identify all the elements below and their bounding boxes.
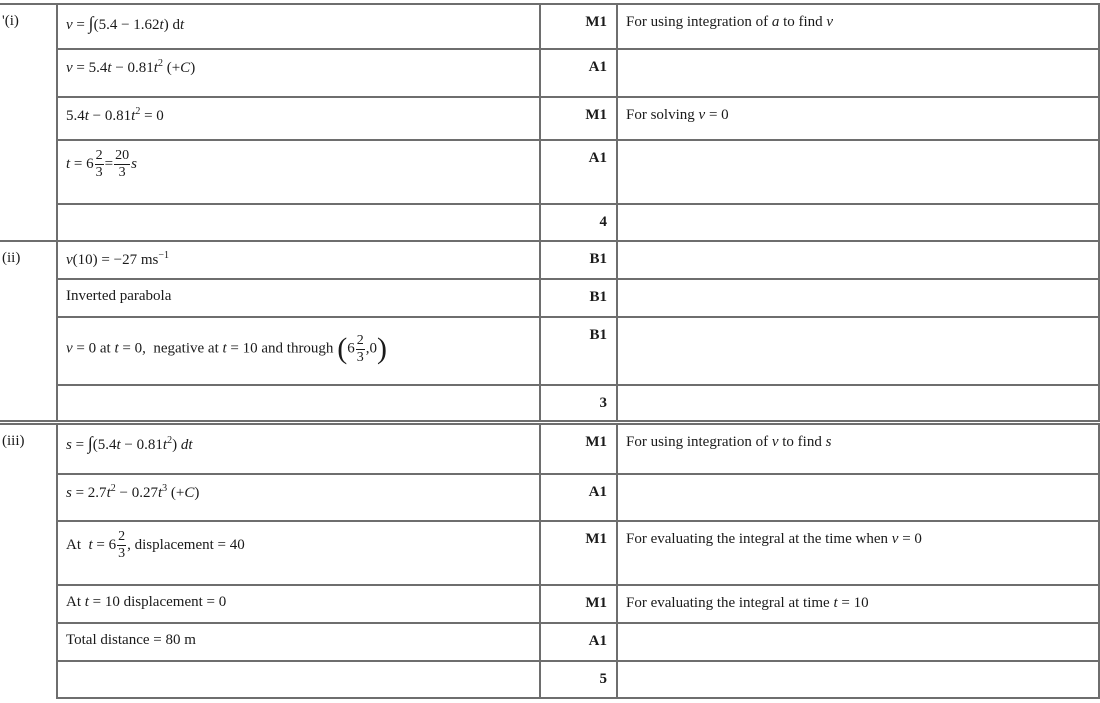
comment-cell: [617, 97, 1099, 140]
comment-cell: [617, 623, 1099, 661]
comment-var: v: [771, 433, 779, 450]
comment-cell: [617, 241, 1099, 279]
comment-cell: [617, 661, 1099, 698]
mark-cell: A1: [540, 623, 617, 661]
mark-cell: M1: [540, 585, 617, 623]
comment-cell: [617, 140, 1099, 204]
working-cell: t = 6 $\frac{2}{3}$ = $\frac{20}{3}$ s: [57, 140, 540, 204]
part-label-i: '(i): [0, 4, 57, 241]
table-row: [0, 317, 1099, 385]
mark-cell: M1: [540, 521, 617, 585]
table-row: [0, 140, 1099, 204]
comment-text: to find: [778, 433, 826, 450]
table-row-subtotal: [0, 385, 1099, 422]
working-cell: v = ∫(5.4 − 1.62t) dt: [57, 4, 540, 49]
comment-text: For evaluating the integral at the time when: [626, 531, 892, 547]
mark-cell: B1: [540, 241, 617, 279]
working-cell: At t = 6 $\frac{2}{3}$ , displacement = 40: [57, 521, 540, 585]
comment-text: = 0: [705, 107, 729, 123]
table-row: [0, 585, 1099, 623]
table-row: [0, 279, 1099, 317]
table-row-subtotal: [0, 661, 1099, 698]
table-row: [0, 422, 1099, 474]
comment-var: s: [825, 433, 832, 450]
working-cell: Inverted parabola: [57, 279, 540, 317]
comment-var: v: [826, 14, 834, 30]
comment-var: a: [771, 14, 780, 30]
part-label-ii: (ii): [0, 241, 57, 422]
working-cell: Total distance = 80 m: [57, 623, 540, 661]
comment-cell: [617, 585, 1099, 623]
comment-text: For using integration of: [626, 14, 772, 30]
comment-cell: [617, 317, 1099, 385]
working-cell: $5.4t - 0.81t^2 = 0$: [57, 97, 540, 140]
working-cell: $v = 5.4t - 0.81t^2$ (+C): [57, 49, 540, 97]
mark-scheme-table-container: [0, 3, 1099, 699]
comment-var: v: [891, 531, 899, 547]
comment-var: v: [698, 107, 706, 123]
mark-cell: B1: [540, 279, 617, 317]
comment-cell: [617, 385, 1099, 422]
working-cell: [57, 204, 540, 241]
working-cell: v(10) = −27 $ms^{-1}$: [57, 241, 540, 279]
comment-cell: [617, 279, 1099, 317]
comment-text: For using integration of: [626, 433, 772, 450]
mark-cell: M1: [540, 97, 617, 140]
comment-text: For evaluating the integral at time: [626, 595, 834, 611]
mark-cell: M1: [540, 4, 617, 49]
working-cell: [57, 661, 540, 698]
comment-text: For solving: [626, 107, 699, 123]
comment-cell: [617, 49, 1099, 97]
comment-var: t: [833, 595, 838, 611]
mark-cell: M1: [540, 422, 617, 474]
mark-cell: A1: [540, 140, 617, 204]
comment-cell: [617, 422, 1099, 474]
total-marks-cell: 5: [540, 661, 617, 698]
comment-text: = 0: [898, 531, 922, 547]
working-cell: v = 0 at t = 0, negative at t = 10 and through (6 $\frac{2}{3}$ ,0): [57, 317, 540, 385]
table-row: [0, 241, 1099, 279]
total-marks-cell: 3: [540, 385, 617, 422]
table-row: [0, 4, 1099, 49]
mark-scheme-table: [0, 3, 1100, 699]
comment-cell: [617, 521, 1099, 585]
mark-cell: B1: [540, 317, 617, 385]
part-label-iii: (iii): [0, 422, 57, 698]
comment-text: = 10: [837, 595, 869, 611]
working-cell: [57, 385, 540, 422]
table-row: [0, 623, 1099, 661]
table-row: [0, 521, 1099, 585]
comment-cell: [617, 204, 1099, 241]
table-row-subtotal: [0, 204, 1099, 241]
mark-cell: A1: [540, 49, 617, 97]
working-cell: At t = 10 displacement = 0: [57, 585, 540, 623]
table-row: [0, 474, 1099, 521]
table-row: [0, 49, 1099, 97]
total-marks-cell: 4: [540, 204, 617, 241]
comment-text: to find: [779, 14, 827, 30]
comment-cell: [617, 4, 1099, 49]
comment-cell: [617, 474, 1099, 521]
table-row: [0, 97, 1099, 140]
working-cell: $s = 2.7t^2 - 0.27t^3$ (+C): [57, 474, 540, 521]
mark-cell: A1: [540, 474, 617, 521]
working-cell: $s = \int(5.4t - 0.81t^2)$ dt: [57, 422, 540, 474]
